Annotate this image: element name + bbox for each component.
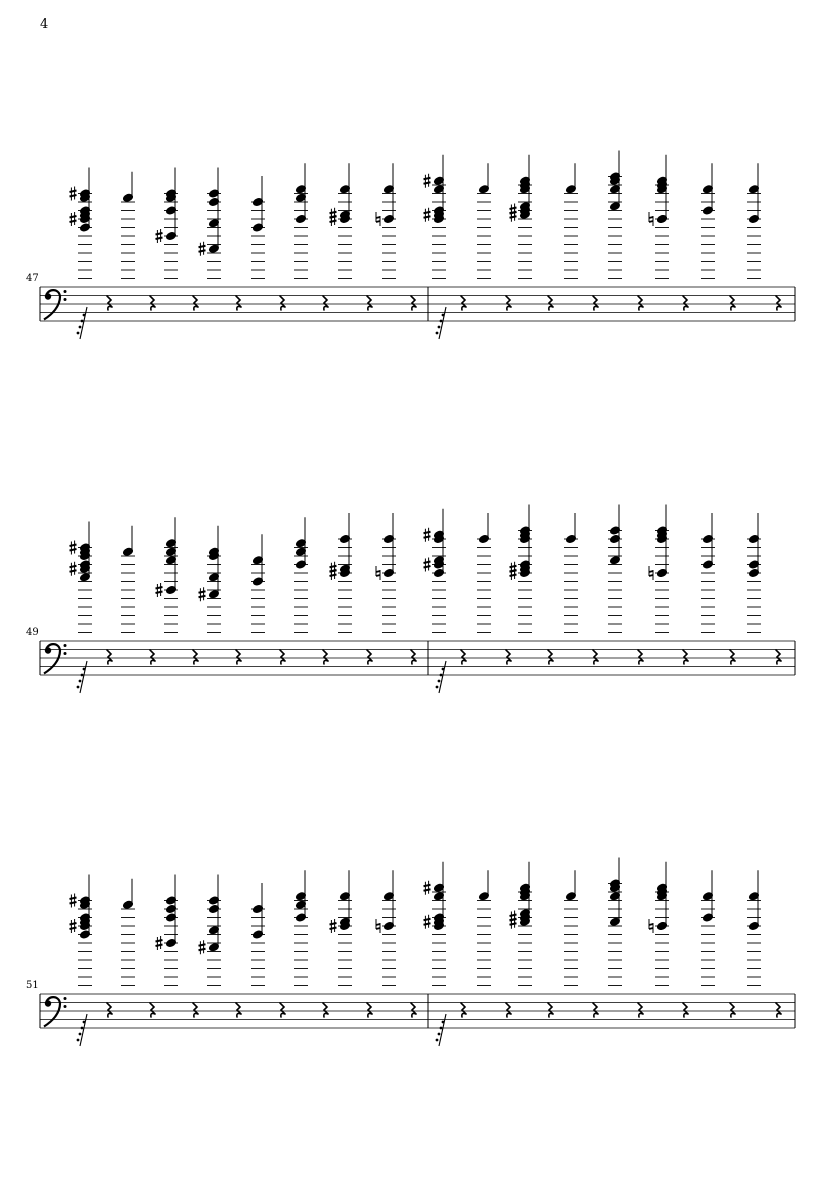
sharp-icon	[510, 208, 517, 222]
chord	[510, 505, 533, 633]
quarter-rest	[683, 650, 688, 664]
natural-icon	[649, 919, 653, 933]
chord	[330, 163, 353, 278]
quarter-rest	[411, 650, 416, 664]
chord	[294, 163, 308, 278]
chord	[424, 155, 447, 279]
sharp-icon	[330, 208, 337, 222]
quarter-rest	[236, 650, 241, 664]
sharp-icon	[424, 174, 431, 188]
staff-system	[26, 505, 795, 694]
sharp-icon	[330, 212, 337, 226]
chord	[156, 517, 179, 632]
quarter-rest	[150, 296, 155, 310]
quarter-rest	[107, 650, 112, 664]
sharp-icon	[330, 919, 337, 933]
quarter-rest	[776, 1003, 781, 1017]
natural-icon	[376, 919, 380, 933]
chord	[251, 534, 265, 632]
chord	[199, 875, 222, 986]
quarter-rest	[730, 296, 735, 310]
chord	[70, 168, 93, 279]
chord	[330, 513, 353, 633]
bass-clef-icon	[44, 997, 67, 1027]
chord	[701, 513, 715, 633]
sharp-icon	[70, 562, 77, 576]
sharp-icon	[70, 212, 77, 226]
chord	[121, 526, 135, 633]
chord	[251, 176, 265, 279]
measure-number: 47	[26, 273, 39, 284]
sharp-icon	[70, 187, 77, 201]
quarter-rest	[548, 650, 553, 664]
chord	[70, 875, 93, 986]
rest-cluster	[436, 661, 446, 693]
chord	[701, 163, 715, 278]
chord	[424, 509, 447, 633]
quarter-rest	[461, 296, 466, 310]
sharp-icon	[424, 915, 431, 929]
quarter-rest	[150, 650, 155, 664]
quarter-rest	[548, 1003, 553, 1017]
chord	[424, 862, 447, 986]
chord	[294, 870, 308, 985]
sharp-icon	[199, 940, 206, 954]
sharp-icon	[70, 894, 77, 908]
chord	[477, 163, 491, 278]
quarter-rest	[107, 296, 112, 310]
chord	[477, 870, 491, 985]
sharp-icon	[199, 587, 206, 601]
rest-cluster	[77, 661, 87, 693]
rest-cluster	[436, 1014, 446, 1046]
quarter-rest	[193, 1003, 198, 1017]
quarter-rest	[236, 296, 241, 310]
quarter-rest	[683, 296, 688, 310]
chord	[156, 875, 179, 986]
chord	[649, 505, 669, 633]
chord	[608, 505, 622, 633]
chord	[294, 517, 308, 632]
chord	[70, 522, 93, 633]
quarter-rest	[193, 296, 198, 310]
natural-icon	[376, 212, 380, 226]
quarter-rest	[730, 650, 735, 664]
chord	[564, 870, 578, 985]
quarter-rest	[411, 1003, 416, 1017]
quarter-rest	[638, 1003, 643, 1017]
quarter-rest	[107, 1003, 112, 1017]
rest-cluster	[77, 1014, 87, 1046]
chord	[747, 870, 761, 985]
rest-cluster	[77, 307, 87, 339]
quarter-rest	[506, 296, 511, 310]
chord	[199, 168, 222, 279]
chord	[121, 879, 135, 986]
chord	[376, 870, 396, 985]
quarter-rest	[367, 296, 372, 310]
chord	[608, 151, 622, 279]
measure-number: 49	[26, 627, 39, 638]
sharp-icon	[424, 208, 431, 222]
chord	[747, 513, 761, 633]
sharp-icon	[70, 919, 77, 933]
chord	[121, 172, 135, 279]
quarter-rest	[548, 296, 553, 310]
sharp-icon	[510, 566, 517, 580]
quarter-rest	[683, 1003, 688, 1017]
quarter-rest	[461, 1003, 466, 1017]
sharp-icon	[70, 541, 77, 555]
quarter-rest	[776, 650, 781, 664]
chord	[199, 526, 222, 633]
chord	[649, 862, 669, 986]
quarter-rest	[323, 1003, 328, 1017]
chord	[564, 163, 578, 278]
sharp-icon	[156, 936, 163, 950]
quarter-rest	[280, 650, 285, 664]
chord	[701, 870, 715, 985]
quarter-rest	[776, 296, 781, 310]
quarter-rest	[638, 296, 643, 310]
chord	[330, 870, 353, 985]
quarter-rest	[593, 1003, 598, 1017]
quarter-rest	[461, 650, 466, 664]
quarter-rest	[506, 650, 511, 664]
chord	[510, 155, 533, 279]
quarter-rest	[593, 650, 598, 664]
chord	[649, 155, 669, 279]
chord	[510, 862, 533, 986]
sharp-icon	[510, 204, 517, 218]
sharp-icon	[156, 229, 163, 243]
quarter-rest	[280, 296, 285, 310]
chord	[376, 163, 396, 278]
sharp-icon	[199, 242, 206, 256]
sharp-icon	[424, 528, 431, 542]
sharp-icon	[510, 562, 517, 576]
quarter-rest	[411, 296, 416, 310]
chord	[156, 168, 179, 279]
quarter-rest	[150, 1003, 155, 1017]
natural-icon	[649, 212, 653, 226]
chord	[251, 883, 265, 986]
chord	[564, 513, 578, 633]
chord	[608, 858, 622, 986]
page-number: 4	[40, 17, 49, 32]
chord	[747, 163, 761, 278]
sharp-icon	[156, 583, 163, 597]
staff-system	[26, 151, 795, 340]
quarter-rest	[323, 650, 328, 664]
sharp-icon	[510, 911, 517, 925]
rest-cluster	[436, 307, 446, 339]
quarter-rest	[506, 1003, 511, 1017]
sharp-icon	[510, 915, 517, 929]
bass-clef-icon	[44, 644, 67, 674]
natural-icon	[649, 566, 653, 580]
chord	[376, 513, 396, 633]
quarter-rest	[638, 650, 643, 664]
quarter-rest	[280, 1003, 285, 1017]
quarter-rest	[367, 650, 372, 664]
staff-system	[26, 858, 795, 1047]
bass-clef-icon	[44, 290, 67, 320]
sharp-icon	[330, 562, 337, 576]
natural-icon	[376, 566, 380, 580]
quarter-rest	[367, 1003, 372, 1017]
quarter-rest	[323, 296, 328, 310]
sharp-icon	[424, 881, 431, 895]
quarter-rest	[593, 296, 598, 310]
sharp-icon	[330, 566, 337, 580]
chord	[477, 513, 491, 633]
sharp-icon	[424, 558, 431, 572]
quarter-rest	[730, 1003, 735, 1017]
measure-number: 51	[26, 980, 39, 991]
quarter-rest	[193, 650, 198, 664]
quarter-rest	[236, 1003, 241, 1017]
